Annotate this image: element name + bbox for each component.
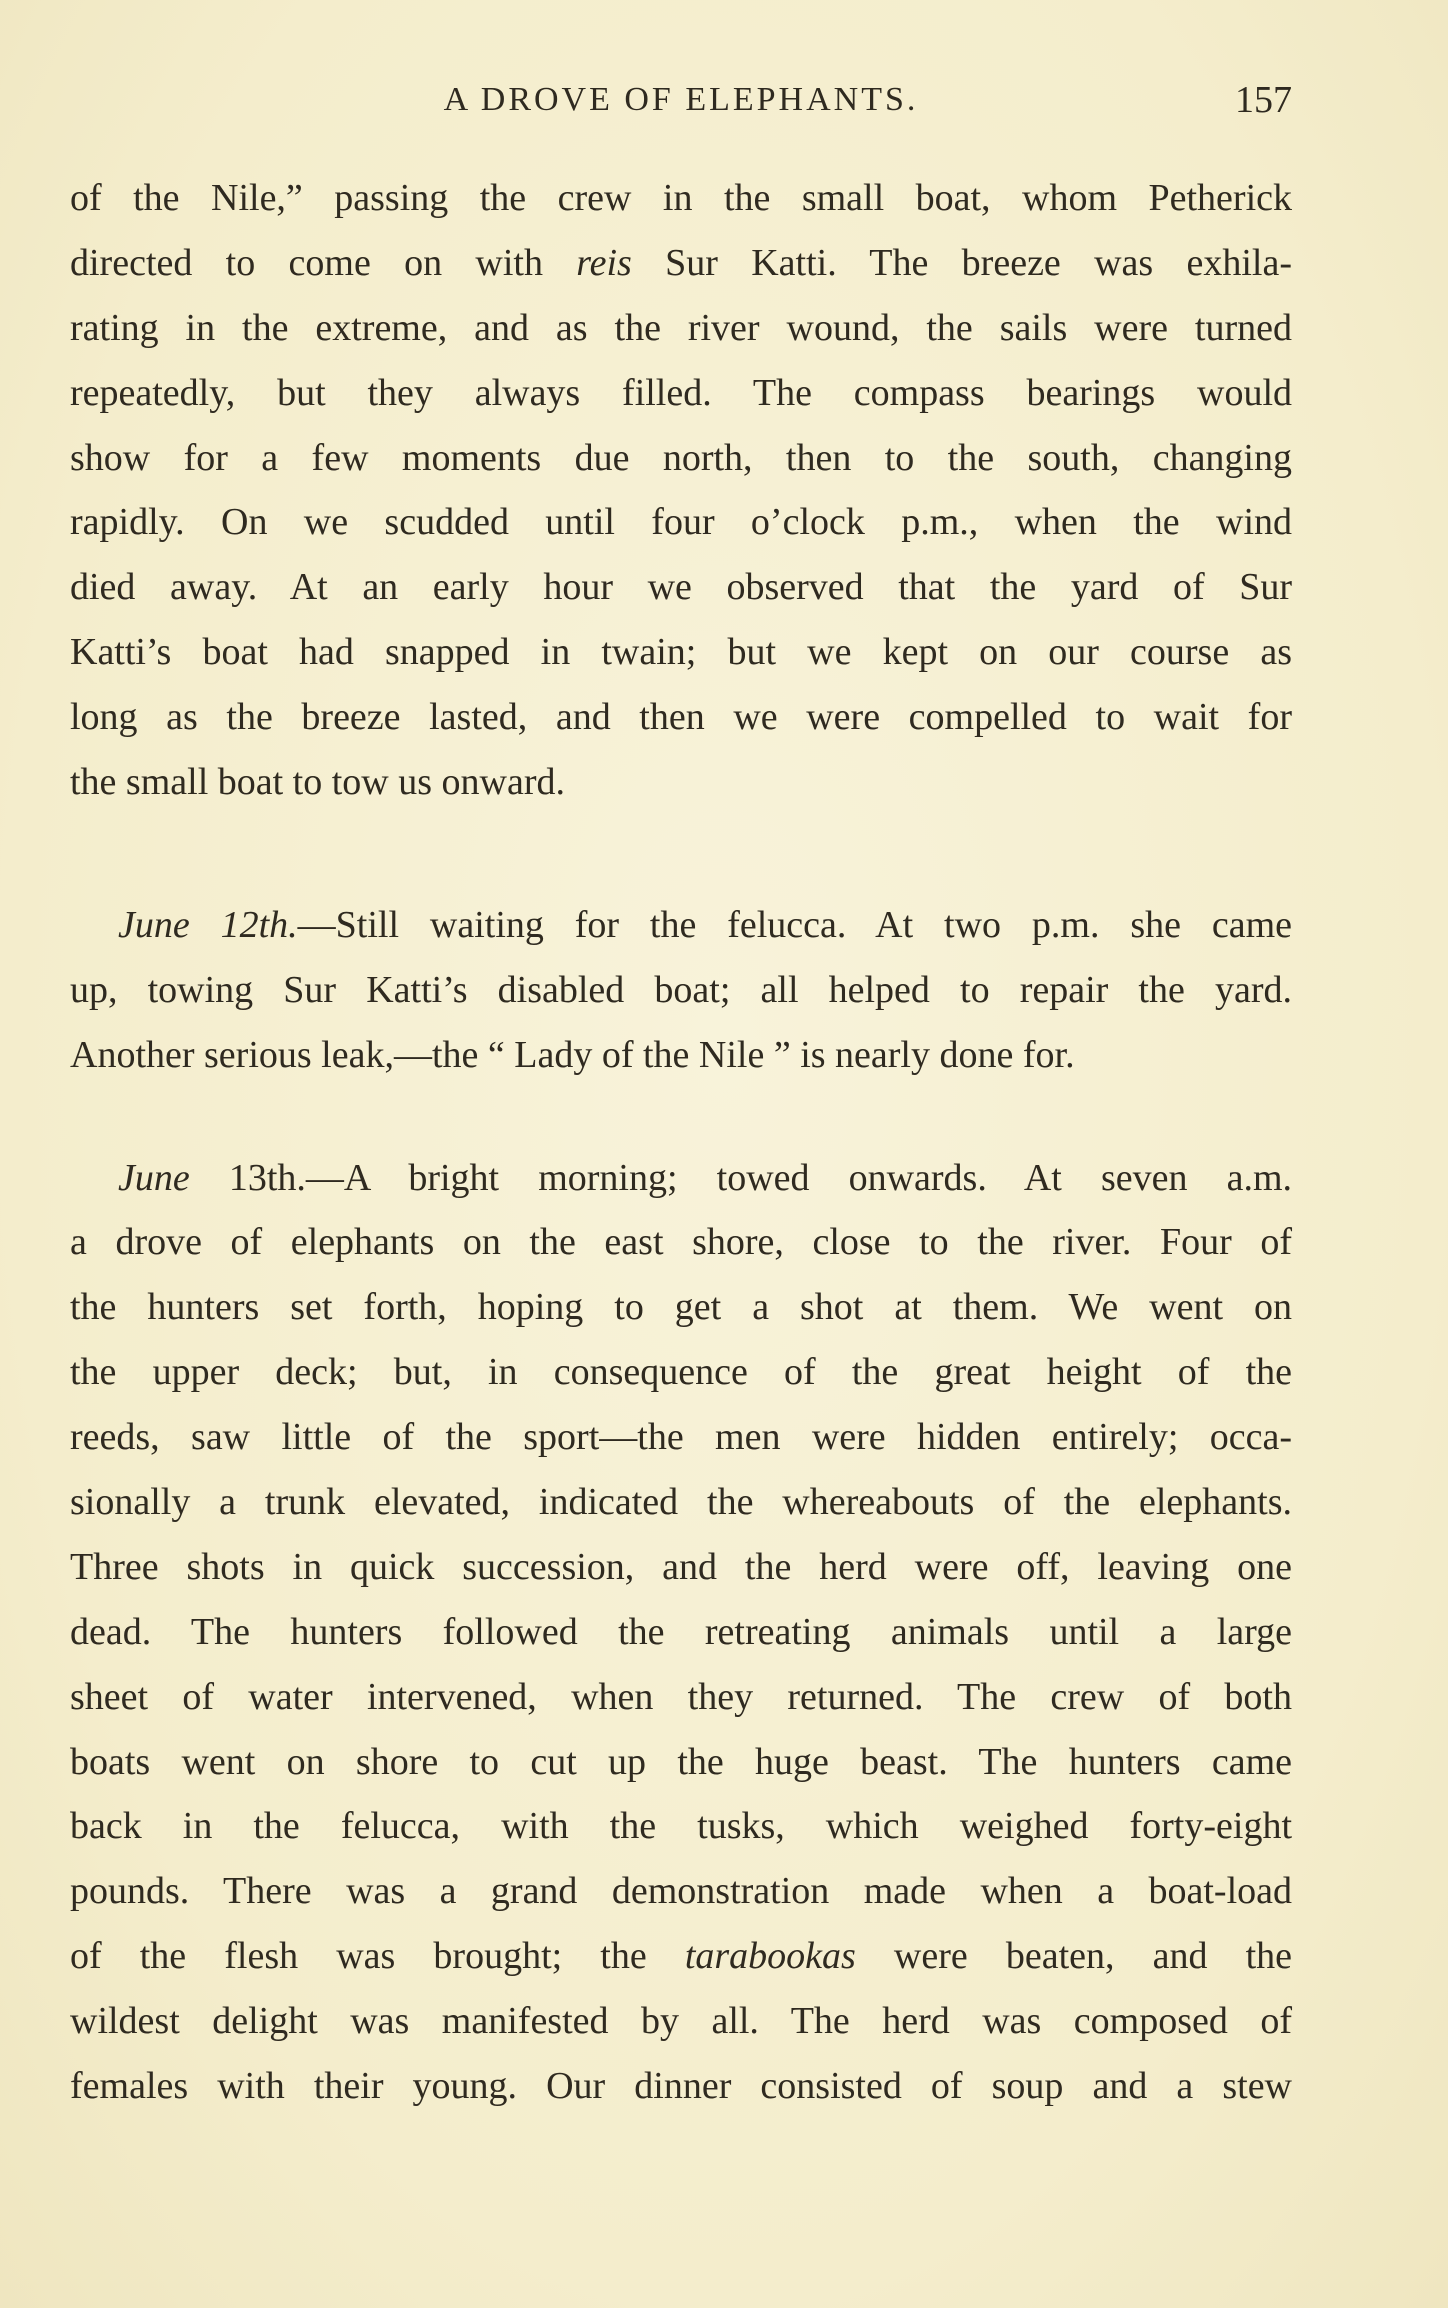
paragraph-gap xyxy=(70,1088,1292,1146)
body-text xyxy=(70,166,1292,2119)
text-line: back in the felucca, with the tusks, which weighed forty-eight xyxy=(70,1805,1292,1848)
text-line: pounds. There was a grand demonstration made when a boat-load xyxy=(70,1870,1292,1913)
date-month: June xyxy=(118,1156,190,1199)
text-line: wildest delight was manifested by all. The herd was composed of xyxy=(70,2000,1292,2043)
text-line: females with their young. Our dinner consisted of soup and a stew xyxy=(70,2065,1292,2108)
text-line: rapidly. On we scudded until four o’clock p.m., when the wind xyxy=(70,501,1292,544)
text-line: dead. The hunters followed the retreating animals until a large xyxy=(70,1610,1292,1653)
text-line: repeatedly, but they always filled. The compass bearings would xyxy=(70,371,1292,414)
date-day: 12th. xyxy=(220,903,298,946)
text-line: rating in the extreme, and as the river wound, the sails were turned xyxy=(70,306,1292,349)
text-line: of the Nile,” passing the crew in the small boat, whom Petherick xyxy=(70,177,1292,219)
text-line: up, towing Sur Katti’s disabled boat; all helped to repair the yard. xyxy=(70,968,1292,1011)
text-line: died away. At an early hour we observed that the yard of Sur xyxy=(70,566,1292,609)
italic-word: tarabookas xyxy=(684,1935,856,1978)
text-line: the small boat to tow us onward. xyxy=(70,761,565,804)
paragraph-gap xyxy=(70,815,1292,893)
paragraph-3 xyxy=(70,1146,1292,2119)
text-line: long as the breeze lasted, and then we were compelled to wait for xyxy=(70,696,1292,739)
paragraph-2 xyxy=(70,893,1292,1088)
date-month: June xyxy=(118,903,190,946)
text-line: directed to come on with reis Sur Katti. The breeze was exhila- xyxy=(70,241,1292,284)
text-line: sionally a trunk elevated, indicated the whereabouts of the elephants. xyxy=(70,1481,1292,1524)
paragraph-1 xyxy=(70,166,1292,815)
running-head: A DROVE OF ELEPHANTS. xyxy=(443,81,919,118)
page-header xyxy=(70,70,1292,130)
page-number: 157 xyxy=(1235,79,1292,121)
text-line: sheet of water intervened, when they returned. The crew of both xyxy=(70,1675,1292,1718)
text-line: a drove of elephants on the east shore, close to the river. Four of xyxy=(70,1221,1292,1264)
text-line: June 13th.—A bright morning; towed onwards. At seven a.m. xyxy=(118,1156,1292,1199)
text-line: the upper deck; but, in consequence of the great height of the xyxy=(70,1351,1292,1394)
text-line: reeds, saw little of the sport—the men were hidden entirely; occa- xyxy=(70,1416,1292,1459)
text-line: the hunters set forth, hoping to get a shot at them. We went on xyxy=(70,1286,1292,1329)
text-line: show for a few moments due north, then to the south, changing xyxy=(70,436,1292,479)
text-line: of the flesh was brought; the tarabookas were beaten, and the xyxy=(70,1935,1292,1978)
text-line: boats went on shore to cut up the huge beast. The hunters came xyxy=(70,1740,1292,1783)
text-line: Three shots in quick succession, and the herd were off, leaving one xyxy=(70,1545,1292,1588)
text-line: Katti’s boat had snapped in twain; but we kept on our course as xyxy=(70,631,1292,674)
italic-word: reis xyxy=(576,241,632,284)
text-line: June 12th.—Still waiting for the felucca. At two p.m. she came xyxy=(118,903,1293,946)
text-line: Another serious leak,—the “ Lady of the Nile ” is nearly done for. xyxy=(70,1033,1075,1076)
